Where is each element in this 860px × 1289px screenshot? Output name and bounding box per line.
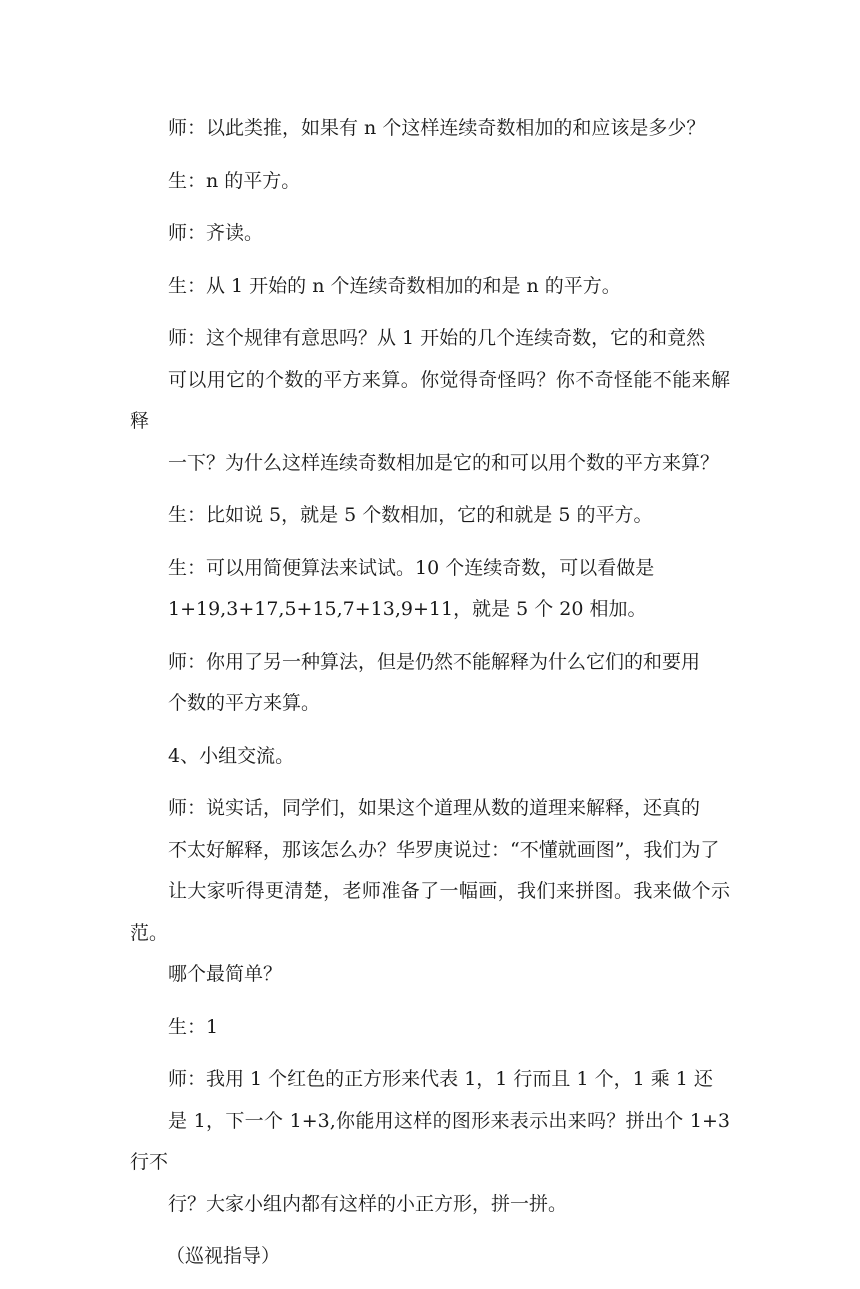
paragraph-line: （巡视指导） bbox=[166, 1245, 281, 1267]
paragraph bbox=[130, 161, 730, 203]
paragraph-line: 让大家听得更清楚，老师准备了一幅画，我们来拼图。我来做个示范。 bbox=[130, 880, 730, 944]
paragraph-line: 1+19,3+17,5+15,7+13,9+11，就是 5 个 20 相加。 bbox=[168, 598, 647, 620]
paragraph-line: 师：我用 1 个红色的正方形来代表 1，1 行而且 1 个，1 乘 1 还 bbox=[168, 1068, 713, 1090]
paragraph-line: 个数的平方来算。 bbox=[168, 692, 321, 714]
paragraph bbox=[130, 495, 730, 537]
paragraph-line: 生：比如说 5，就是 5 个数相加，它的和就是 5 的平方。 bbox=[168, 504, 653, 526]
paragraph bbox=[130, 1059, 730, 1225]
paragraph bbox=[130, 108, 730, 150]
paragraph-line: 4、小组交流。 bbox=[168, 744, 295, 767]
paragraph-line: 可以用它的个数的平方来算。你觉得奇怪吗？你不奇怪能不能来解释 bbox=[130, 368, 730, 432]
paragraph-line: 师：齐读。 bbox=[168, 222, 264, 244]
paragraph bbox=[130, 266, 730, 308]
paragraph-line: 生：n 的平方。 bbox=[168, 169, 301, 192]
paragraph-line: 生：可以用简便算法来试试。10 个连续奇数，可以看做是 bbox=[168, 556, 655, 579]
paragraph-line: 师：以此类推，如果有 n 个这样连续奇数相加的和应该是多少？ bbox=[168, 117, 706, 139]
paragraph-line: 师：这个规律有意思吗？从 1 开始的几个连续奇数，它的和竟然 bbox=[168, 327, 706, 349]
paragraph-line: 不太好解释，那该怎么办？华罗庚说过：“不懂就画图”，我们为了 bbox=[168, 838, 720, 861]
paragraph-line: 哪个最简单？ bbox=[168, 963, 283, 985]
paragraph-line: 生：从 1 开始的 n 个连续奇数相加的和是 n 的平方。 bbox=[168, 274, 621, 297]
paragraph bbox=[130, 788, 730, 996]
paragraph bbox=[130, 1007, 730, 1049]
paragraph bbox=[130, 318, 730, 484]
annotation-paragraph bbox=[130, 1236, 730, 1278]
paragraph-line: 是 1，下一个 1+3,你能用这样的图形来表示出来吗？拼出个 1+3 行不 bbox=[130, 1109, 730, 1173]
paragraph bbox=[130, 642, 730, 725]
paragraph-line: 师：说实话，同学们，如果这个道理从数的道理来解释，还真的 bbox=[168, 797, 701, 819]
paragraph-line: 一下？为什么这样连续奇数相加是它的和可以用个数的平方来算？ bbox=[168, 451, 720, 474]
paragraph-line: 生：1 bbox=[168, 1015, 219, 1038]
document-body bbox=[130, 108, 730, 1289]
paragraph-line: 师：你用了另一种算法，但是仍然不能解释为什么它们的和要用 bbox=[168, 650, 701, 673]
paragraph bbox=[130, 736, 730, 778]
paragraph bbox=[130, 213, 730, 255]
paragraph-line: 行？大家小组内都有这样的小正方形，拼一拼。 bbox=[168, 1192, 568, 1215]
paragraph bbox=[130, 548, 730, 631]
